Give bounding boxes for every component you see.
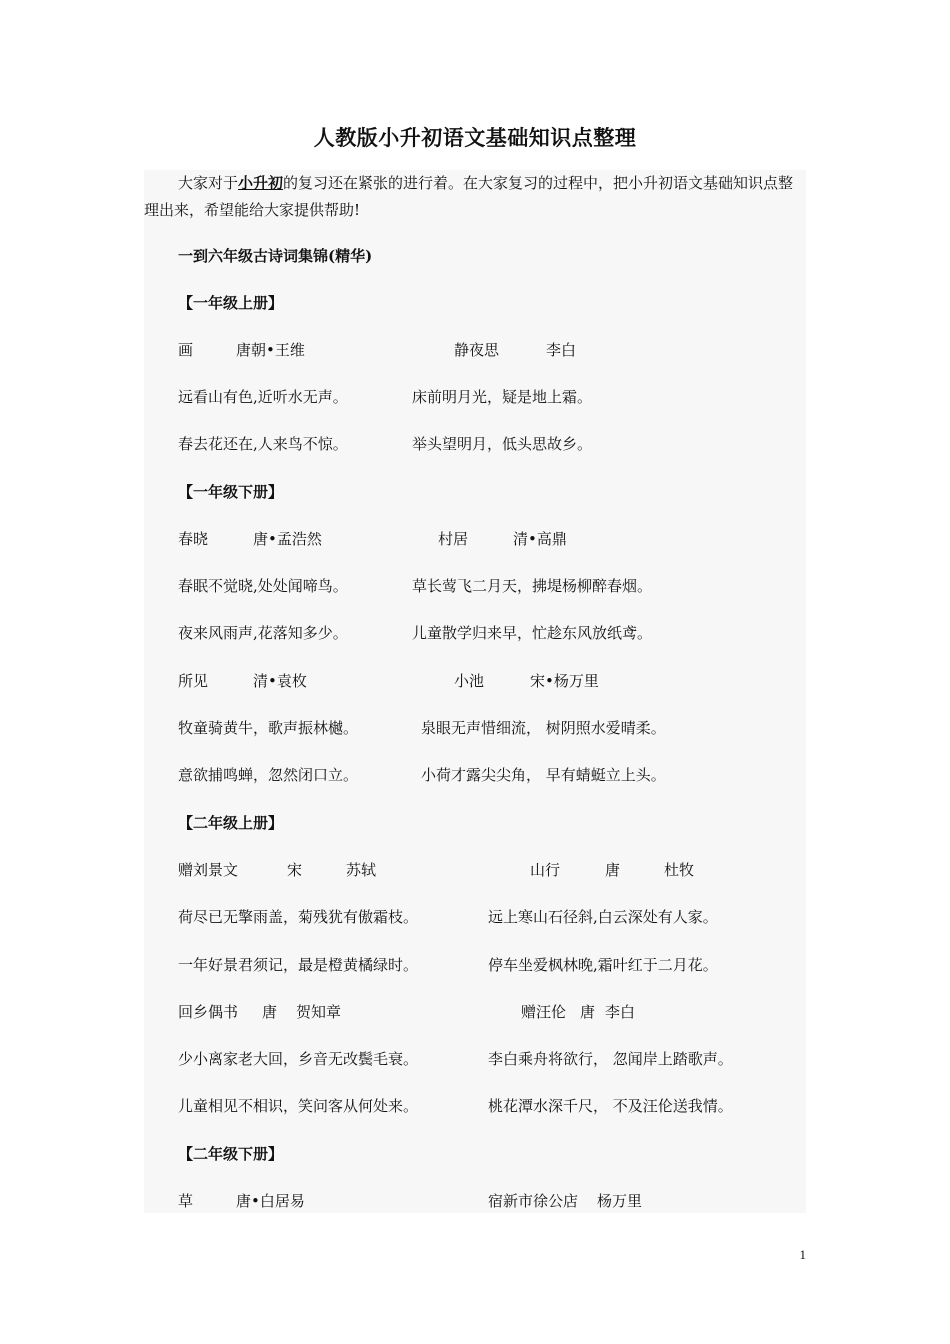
intro-text-after: 的复习还在紧张的进行着。在大家复习的过程中，把小升初语文基础知识点整理出来，希望能给大家提供帮助! — [144, 174, 794, 219]
verse-left: 牧童骑黄牛，歌声振林樾。 — [178, 719, 359, 737]
verse-right: 小荷才露尖尖角， 早有蜻蜓立上头。 — [421, 766, 666, 784]
grade-heading-2b: 【二年级下册】 — [178, 1145, 284, 1163]
verse-left: 远看山有色,近听水无声。 — [178, 388, 348, 406]
verse-right: 床前明月光，疑是地上霜。 — [412, 388, 593, 406]
poem-title: 画 — [178, 341, 194, 359]
poem-title: 所见 — [178, 672, 209, 690]
poem-author: 李白 — [605, 1003, 636, 1021]
verse-left: 儿童相见不相识，笑问客从何处来。 — [178, 1097, 419, 1115]
poem-author: 贺知章 — [296, 1003, 342, 1021]
poem-author: 李白 — [546, 341, 577, 359]
intro-paragraph — [144, 170, 806, 224]
intro-text-before: 大家对于 — [178, 174, 239, 192]
poem-title: 村居 — [438, 530, 469, 548]
section-title: 一到六年级古诗词集锦(精华) — [178, 247, 373, 265]
verse-right: 李白乘舟将欲行， 忽闻岸上踏歌声。 — [488, 1050, 733, 1068]
page-number: 1 — [799, 1247, 806, 1262]
poem-title: 山行 — [530, 861, 561, 879]
poem-author: 杨万里 — [597, 1192, 643, 1210]
poem-title: 宿新市徐公店 — [488, 1192, 579, 1210]
verse-left: 意欲捕鸣蝉，忽然闭口立。 — [178, 766, 359, 784]
verse-left: 夜来风雨声,花落知多少。 — [178, 624, 348, 642]
poem-author: 唐•白居易 — [236, 1192, 305, 1210]
content-area — [144, 170, 806, 1213]
grade-heading-1a: 【一年级上册】 — [178, 294, 284, 312]
document-title: 人教版小升初语文基础知识点整理 — [313, 125, 637, 150]
poem-author: 清•袁枚 — [253, 672, 307, 690]
poem-title: 静夜思 — [454, 341, 500, 359]
poem-title: 回乡偶书 — [178, 1003, 239, 1021]
poem-title: 赠汪伦 — [521, 1003, 567, 1021]
poem-dynasty: 唐 — [262, 1003, 278, 1021]
poem-author: 宋•杨万里 — [530, 672, 599, 690]
grade-heading-1b: 【一年级下册】 — [178, 483, 284, 501]
verse-right: 泉眼无声惜细流， 树阴照水爱晴柔。 — [421, 719, 666, 737]
verse-right: 桃花潭水深千尺， 不及汪伦送我情。 — [488, 1097, 733, 1115]
verse-left: 春去花还在,人来鸟不惊。 — [178, 435, 348, 453]
verse-right: 停车坐爱枫林晚,霜叶红于二月花。 — [488, 956, 718, 974]
poem-author: 唐朝•王维 — [236, 341, 305, 359]
verse-right: 草长莺飞二月天，拂堤杨柳醉春烟。 — [412, 577, 653, 595]
verse-left: 少小离家老大回，乡音无改鬓毛衰。 — [178, 1050, 419, 1068]
verse-left: 春眠不觉晓,处处闻啼鸟。 — [178, 577, 348, 595]
poem-author: 唐•孟浩然 — [253, 530, 322, 548]
intro-keyword-link[interactable]: 小升初 — [238, 174, 284, 192]
grade-heading-2a: 【二年级上册】 — [178, 814, 284, 832]
poem-author: 清•高鼎 — [513, 530, 567, 548]
verse-right: 远上寒山石径斜,白云深处有人家。 — [488, 908, 718, 926]
poem-title: 春晓 — [178, 530, 209, 548]
poem-title: 草 — [178, 1192, 194, 1210]
poem-dynasty: 唐 — [580, 1003, 596, 1021]
verse-right: 儿童散学归来早，忙趁东风放纸鸢。 — [412, 624, 653, 642]
verse-right: 举头望明月，低头思故乡。 — [412, 435, 593, 453]
verse-left: 荷尽已无擎雨盖，菊残犹有傲霜枝。 — [178, 908, 419, 926]
poem-dynasty: 唐 — [605, 861, 621, 879]
verse-left: 一年好景君须记，最是橙黄橘绿时。 — [178, 956, 419, 974]
poem-author: 杜牧 — [664, 861, 695, 879]
poem-author: 苏轼 — [346, 861, 377, 879]
poem-title: 小池 — [454, 672, 485, 690]
poem-title: 赠刘景文 — [178, 861, 239, 879]
poem-dynasty: 宋 — [287, 861, 303, 879]
